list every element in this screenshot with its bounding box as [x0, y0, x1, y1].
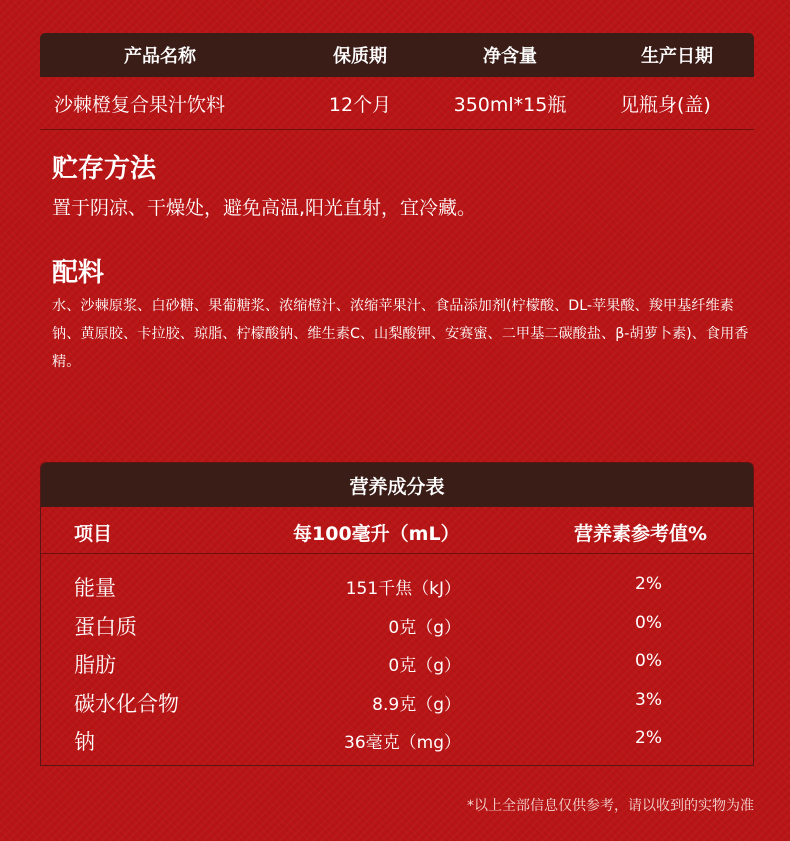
production-date-value: 见瓶身(盖) — [620, 93, 711, 116]
nutrition-table — [40, 462, 754, 766]
storage-title: 贮存方法 — [52, 154, 157, 184]
product-info-row — [40, 77, 754, 130]
net-content-value: 350ml*15瓶 — [453, 93, 567, 116]
table-row — [41, 680, 753, 719]
nutrient-value: 0克（g） — [388, 617, 461, 638]
nutrient-name: 脂肪 — [74, 653, 116, 677]
nutrient-name: 蛋白质 — [74, 614, 137, 639]
product-info-header — [40, 33, 754, 77]
nutrient-name: 碳水化合物 — [74, 691, 179, 716]
nutrient-nrv: 2% — [635, 728, 662, 748]
table-row — [41, 641, 753, 680]
header-per-100ml: 每100毫升（mL） — [293, 523, 460, 545]
header-item: 项目 — [74, 523, 113, 545]
nutrient-value: 151千焦（kJ） — [345, 579, 461, 599]
nutrition-body — [41, 554, 753, 757]
ingredients-text: 水、沙棘原浆、白砂糖、果葡糖浆、浓缩橙汁、浓缩苹果汁、食品添加剂(柠檬酸、DL-苹果酸、羧甲基纤维素钠、黄原胶、卡拉胶、琼脂、柠檬酸钠、维生素C、山梨酸钾、安赛蜜、二甲基二碳酸盐、β-胡萝卜素)、食用香精。 — [52, 298, 749, 370]
nutrient-value: 36毫克（mg） — [344, 733, 461, 753]
shelf-life-value: 12个月 — [328, 93, 392, 116]
product-info-table — [40, 33, 754, 130]
disclaimer-footnote: *以上全部信息仅供参考，请以收到的实物为准 — [467, 798, 754, 814]
header-product-name: 产品名称 — [124, 46, 196, 67]
header-nrv: 营养素参考值% — [574, 523, 708, 545]
table-row — [41, 564, 753, 603]
nutrition-header-row — [41, 507, 753, 554]
nutrient-name: 能量 — [74, 576, 116, 600]
nutrition-caption: 营养成分表 — [41, 463, 753, 507]
table-row — [41, 718, 753, 757]
nutrient-nrv: 2% — [635, 574, 662, 594]
nutrient-name: 钠 — [74, 730, 95, 754]
product-name-value: 沙棘橙复合果汁饮料 — [54, 93, 226, 116]
nutrient-nrv: 0% — [635, 651, 662, 671]
header-net-content: 净含量 — [483, 46, 537, 67]
nutrient-value: 8.9克（g） — [372, 694, 461, 715]
table-row — [41, 603, 753, 642]
header-shelf-life: 保质期 — [333, 46, 387, 67]
nutrient-value: 0克（g） — [388, 656, 461, 676]
storage-text: 置于阴凉、干燥处，避免高温,阳光直射，宜冷藏。 — [52, 197, 477, 219]
header-production-date: 生产日期 — [641, 46, 713, 67]
ingredients-title: 配料 — [52, 258, 105, 288]
nutrient-nrv: 3% — [635, 689, 662, 710]
nutrient-nrv: 0% — [635, 612, 662, 633]
